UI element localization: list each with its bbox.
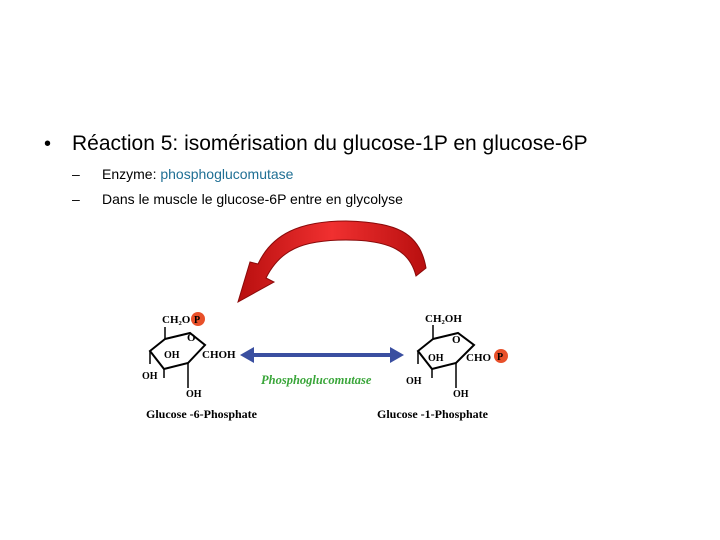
caption-right: Glucose -1-Phosphate (377, 407, 488, 421)
oh-bottom-left: OH (186, 389, 202, 400)
slide-title: Réaction 5: isomérisation du glucose-1P en glucose-6P (72, 132, 588, 155)
side-group-left: CHOH (202, 349, 236, 361)
top-group-right: CH₂OH (425, 313, 462, 325)
phosphate-label-left: P (194, 315, 201, 326)
oh-bottom-right: OH (453, 389, 469, 400)
enzyme-prefix: Enzyme: (102, 166, 161, 182)
enzyme-label: Phosphoglucomutase (261, 373, 372, 387)
caption-left: Glucose -6-Phosphate (146, 407, 257, 421)
top-group-left: CH₂O (162, 314, 191, 326)
dash-2: – (72, 191, 80, 207)
oh-inner-left: OH (164, 350, 180, 361)
ring-o-right: O (452, 334, 461, 346)
ring-o-left: O (187, 332, 196, 344)
side-group-right: CHO (466, 352, 492, 364)
oh-left-right: OH (406, 376, 422, 387)
oh-inner-right: OH (428, 353, 444, 364)
curved-arrow-icon (238, 221, 426, 302)
molecule-glucose-1-phosphate (377, 313, 508, 421)
bullet-dot: • (44, 133, 52, 155)
double-arrow-icon (240, 347, 404, 363)
phosphate-label-right: P (497, 352, 504, 363)
enzyme-highlight: phosphoglucomutase (160, 166, 294, 182)
oh-left-left: OH (142, 371, 158, 382)
dash-1: – (72, 166, 80, 182)
muscle-text: Dans le muscle le glucose-6P entre en glycolyse (102, 191, 403, 207)
molecule-glucose-6-phosphate (142, 312, 258, 421)
